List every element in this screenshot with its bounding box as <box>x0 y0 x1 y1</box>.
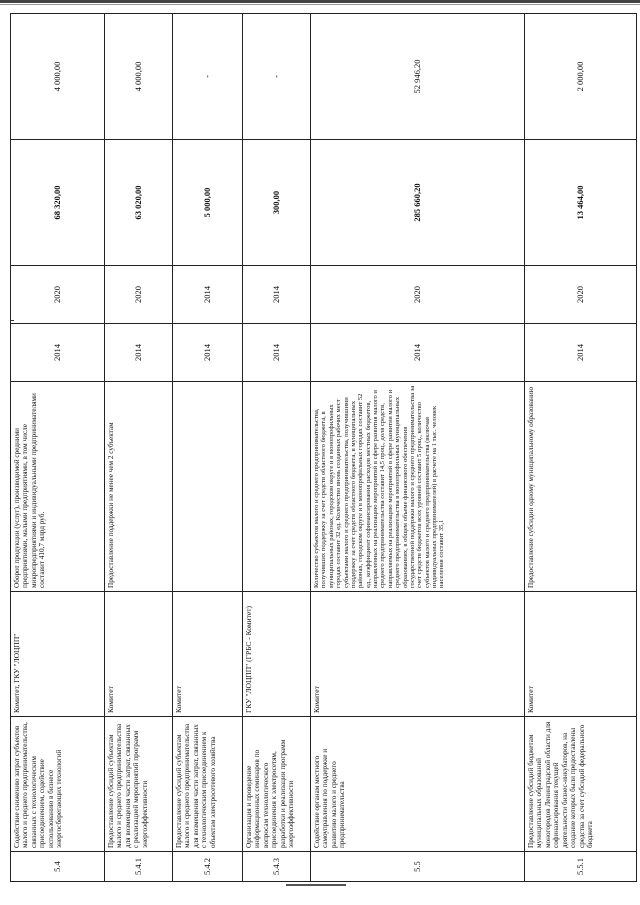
year-amount: 4 000,00 <box>11 14 105 140</box>
table-row <box>105 14 173 882</box>
total-amount: 5 000,00 <box>173 140 243 266</box>
table-row <box>311 14 525 882</box>
start-year: 2014 <box>243 324 311 382</box>
executor: Комитет, ГКУ "ЛОЦПП" <box>11 592 105 717</box>
year-amount: 2 000,00 <box>525 14 637 140</box>
row-number: 5.4.1 <box>105 852 173 882</box>
start-year: 2014 <box>311 324 525 382</box>
start-year: 2014 <box>173 324 243 382</box>
program-measures-table <box>10 13 637 882</box>
end-year: 2020 <box>311 266 525 324</box>
end-year: 2014 <box>173 266 243 324</box>
measure-name: Предоставление субсидий субъектам малого и среднего предпринимательства для возмещения части затрат, связанных с реализацией мероприятий программ энергоэффективности <box>105 717 173 852</box>
total-amount: 285 660,20 <box>311 140 525 266</box>
executor: ГКУ "ЛОЦПП" (ГРБС - Комитет) <box>243 592 311 717</box>
indicator: Количество субъектов малого и среднего предпринимательства, получивших поддержку за счет средств областного бюджета, в муниципальных районах, городском округе и в монопрофильных городах составит 32 ед. Количество вновь созданных рабочих мест субъектами малого и среднего предпринимательства, получившими поддержку за счет средств областного бюджета, в муниципальных районах, городском округе и в монопрофильных городах составит 52 ед., коэффициент софинансирования расходов местных бюджетов, направленных на реализацию мероприятий в сфере развития малого и среднего предпринимательства составит 14,5 проц., доля средств, направляемых на реализацию мероприятий в сфере развития малого и среднего предпринимательства в монопрофильных муниципальных образованиях, в общем объеме финансового обеспечения государственной поддержки малого и среднего предпринимательства за счет средств бюджетов всех уровней составит 5 проц., количество субъектов малого и среднего предпринимательства (включая индивидуальных предпринимателей) в расчете на 1 тыс. человек населения составит 35,1 <box>311 382 525 592</box>
executor: Комитет <box>311 592 525 717</box>
total-amount: 63 020,00 <box>105 140 173 266</box>
total-amount: 300,00 <box>243 140 311 266</box>
measure-name: Содействие органам местного самоуправления по поддержке и развитию малого и среднего предпринимательства <box>311 717 525 852</box>
table-row <box>525 14 637 882</box>
end-year: 2020 <box>525 266 637 324</box>
row-number: 5.5.1 <box>525 852 637 882</box>
table-row <box>11 14 105 882</box>
scan-speck <box>286 884 346 886</box>
executor: Комитет <box>173 592 243 717</box>
year-amount: - <box>173 14 243 140</box>
indicator <box>243 382 311 592</box>
measure-name: Предоставление субсидий бюджетам муниципальных образований моногородов Ленинградской области для софинансирования текущей деятельности бизнес-инкубаторов, на создание которых были предоставлены средства за счет субсидий федерального бюджета <box>525 717 637 852</box>
executor: Комитет <box>525 592 637 717</box>
indicator: Оборот продукции (услуг), производимой средними предприятиями, малыми предприятиями, в том числе микропредприятиями и индивидуальными предпринимателями составит 410,7 млрд руб. <box>11 382 105 592</box>
row-number: 5.4 <box>11 852 105 882</box>
measure-name: Содействие снижению затрат субъектов малого и среднего предпринимательства, связанных с технологическим присоединением, содействие использованию в бизнесе энергосберегающих технологий <box>11 717 105 852</box>
end-year: 2014 <box>243 266 311 324</box>
end-year: 2020 <box>11 266 105 324</box>
executor: Комитет <box>105 592 173 717</box>
scan-edge-top <box>0 0 640 3</box>
scan-edge-line <box>0 4 640 5</box>
year-amount: 4 000,00 <box>105 14 173 140</box>
table-row <box>243 14 311 882</box>
measure-name: Организация и проведение информационных семинаров по вопросам технологического присоединения к электросетям, разработки и реализации программ энергоэффективности <box>243 717 311 852</box>
year-amount: - <box>243 14 311 140</box>
indicator: Предоставление поддержки не менее чем 2 субъектам <box>105 382 173 592</box>
row-number: 5.4.2 <box>173 852 243 882</box>
year-amount: 52 946,20 <box>311 14 525 140</box>
row-number: 5.5 <box>311 852 525 882</box>
end-year: 2020 <box>105 266 173 324</box>
start-year: 2014 <box>105 324 173 382</box>
start-year: 2014 <box>525 324 637 382</box>
indicator <box>173 382 243 592</box>
scan-speck <box>10 320 14 321</box>
measure-name: Предоставление субсидий субъектам малого и среднего предпринимательства для возмещения части затрат, связанных с технологическим присоединением к объектам электросетевого хозяйства <box>173 717 243 852</box>
total-amount: 68 320,00 <box>11 140 105 266</box>
indicator: Предоставление субсидии одному муниципальному образованию <box>525 382 637 592</box>
row-number: 5.4.3 <box>243 852 311 882</box>
rotated-table-container <box>10 14 636 882</box>
rotated-sheet <box>10 14 636 882</box>
total-amount: 13 464,00 <box>525 140 637 266</box>
start-year: 2014 <box>11 324 105 382</box>
table-row <box>173 14 243 882</box>
